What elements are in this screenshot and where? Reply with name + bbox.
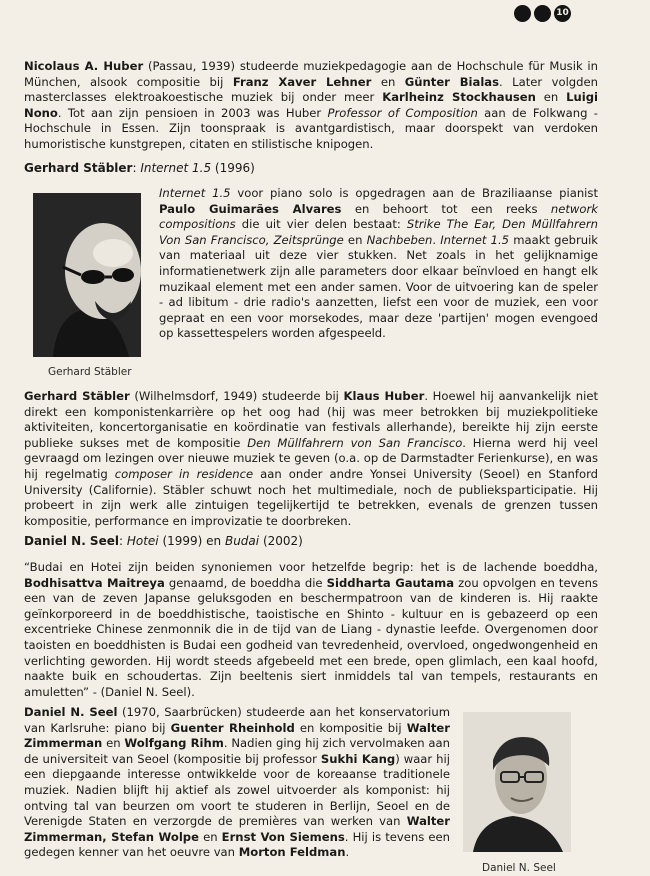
internet-description: Internet 1.5 voor piano solo is opgedragen aan de Braziliaanse pianist Paulo Guimarães Alvares en behoort tot een reeks network compositions die uit vier delen bestaat: Strike The Ear, Den Müllfahrern Von San Francisco, Zeitsprünge en Nachbeben. Internet 1.5 maakt gebruik van materiaal uit deze vier stukken. Net zoals in het gelijknamige informatienetwerk zijn alle parameters door elkaar beïnvloed en hangt elk muzikaal element met een ander samen. Voor de uitvoering kan de speler - ad libitum - drie radio's aanzetten, liefst een voor de muziek, een voor gepraat en een voor morsekodes, maar deze 'partijen' mogen evengoed op kassettespelers worden afgespeeld. bbox=[159, 186, 598, 341]
seel-bio: Daniel N. Seel (1970, Saarbrücken) studeerde aan het konservatorium van Karlsruhe: piano bij Guenter Rheinhold en kompositie bij Walter Zimmerman en Wolfgang Rihm. Nadien ging hij zich vervolmaken aan de universiteit van Seoel (kompositie bij professor Sukhi Kang) waar hij een diepgaande interesse ontwikkelde voor de koreaanse traditionele muziek. Nadien blijft hij aktief als zowel uitvoerder als komponist: hij ontving tal van beurzen om voort te studeren in Berlijn, Seoel en de Verenigde Staten en verzorgde de premières van werken van Walter Zimmerman, Stefan Wolpe en Ernst Von Siemens. Hij is tevens een gedegen kenner van het oeuvre van Morton Feldman. bbox=[24, 705, 450, 860]
decor-dot bbox=[514, 5, 531, 22]
seel-heading: Daniel N. Seel: Hotei (1999) en Budai (2002) bbox=[24, 534, 303, 548]
composer-name: Nicolaus A. Huber bbox=[24, 59, 144, 73]
seel-photo-caption: Daniel N. Seel bbox=[482, 862, 556, 874]
gerhard-staebler-photo bbox=[33, 193, 141, 357]
portrait-illustration bbox=[463, 712, 571, 852]
staebler-bio: Gerhard Stäbler (Wilhelmsdorf, 1949) studeerde bij Klaus Huber. Hoewel hij aanvankelijk niet direkt een komponistenkarrière op het oog had (hij was meer betrokken bij muziekpolitieke aktiviteiten, koncertorganisatie en koördinatie van festivals allerhande), bereikte hij zijn eerste publieke sukses met de kompositie Den Müllfahrern von San Francisco. Hierna werd hij veel gevraagd om lezingen over nieuwe muziek te geven (o.a. op de Darmstadter Ferienkurse), en was hij regelmatig composer in residence aan onder andre Yonsei University (Seoel) en Stanford University (Californie). Stäbler schuwt noch het multimediale, noch de publieksparticipatie. Hij probeert in zijn werk alle zintuigen tegelijkertijd te betrekken, evenals de grenzen tussen kompositie, performance en improvizatie te doorbreken. bbox=[24, 389, 599, 528]
budai-quote: “Budai en Hotei zijn beiden synoniemen voor hetzelfde begrip: het is de lachende boeddha, Bodhisattva Maitreya genaamd, de boeddha die Siddharta Gautama zou opvolgen en tevens een van de zeven Japanse geluksgoden en beschermpatroon van de kinderen is. Hij raakte geïnkorporeerd in de boeddhistische, taoistische en Shinto - kultuur en is gebazeerd op een excentrieke Chinese zenmonnik die in de tijd van de Liang - dynastie leefde. Overgenomen door taoisten en boeddhisten is Budai een godheid van tevredenheid, overvloed, ongedwongenheid en verlichting geworden. Hij wordt steeds afgebeeld met een brede, open glimlach, een kaal hoofd, naakte buik en schoudertas. Zijn beeltenis siert inmiddels tal van tempels, restaurants en amuletten” - (Daniel N. Seel). bbox=[24, 560, 598, 699]
page-number-marker bbox=[514, 5, 571, 22]
huber-bio: Nicolaus A. Huber (Passau, 1939) studeerde muziekpedagogie aan de Hochschule für Musik in München, alsook compositie bij Franz Xaver Lehner en Günter Bialas. Later volgden masterclasses elektroakoestische muziek bij onder meer Karlheinz Stockhausen en Luigi Nono. Tot aan zijn pensioen in 2003 was Huber Professor of Composition aan de Folkwang - Hochschule in Essen. Zijn toonspraak is avantgardistisch, maar doorspekt van verdoken humoristische kunstgrepen, citaten en stilistische knipogen. bbox=[24, 59, 599, 151]
daniel-seel-photo bbox=[463, 712, 571, 852]
page-number: 10 bbox=[554, 5, 571, 22]
staebler-heading: Gerhard Stäbler: Internet 1.5 (1996) bbox=[24, 161, 255, 175]
staebler-photo-caption: Gerhard Stäbler bbox=[48, 366, 132, 378]
decor-dot bbox=[534, 5, 551, 22]
portrait-illustration bbox=[33, 193, 141, 357]
